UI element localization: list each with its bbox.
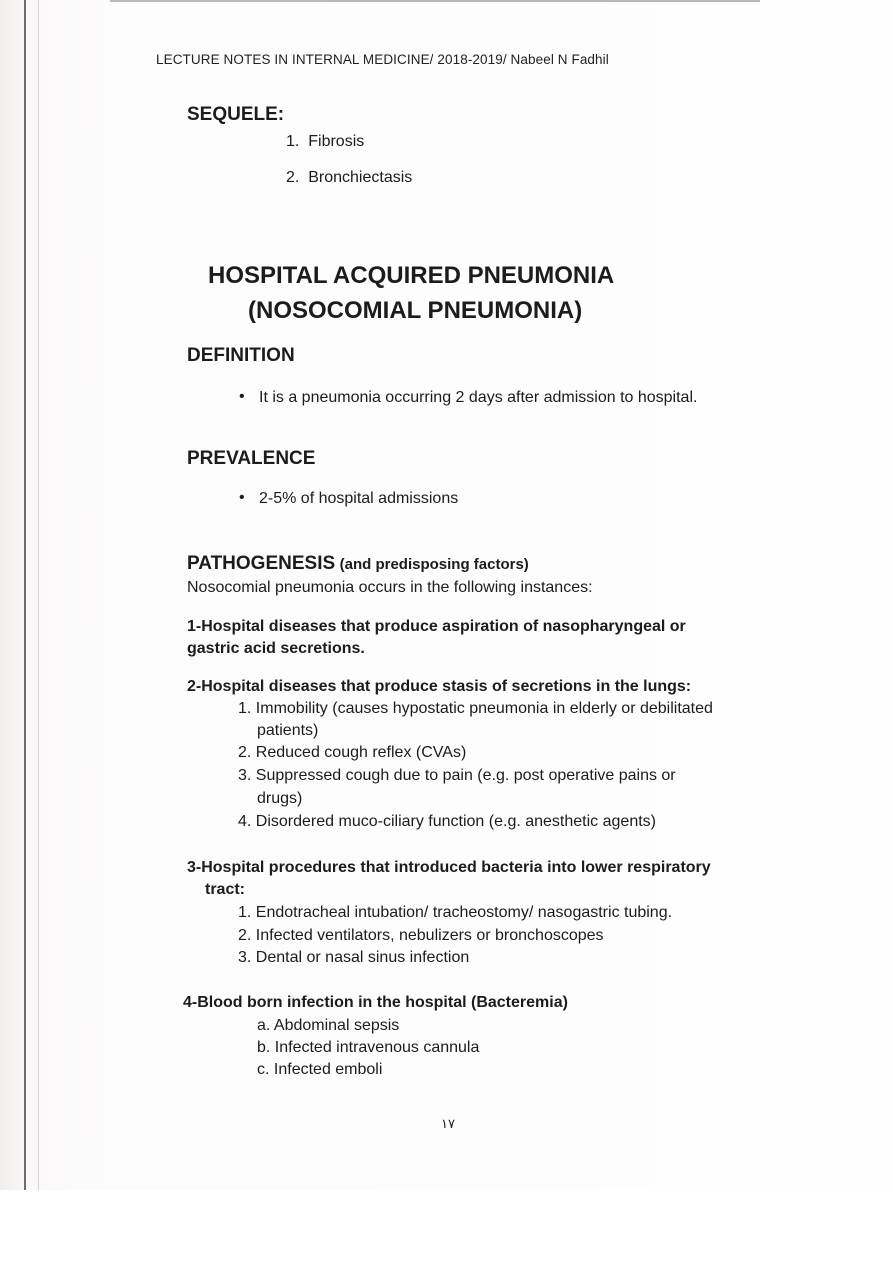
item-number: 2. bbox=[286, 169, 300, 186]
group3-line1: 3-Hospital procedures that introduced bacteria into lower respiratory bbox=[187, 859, 711, 876]
group2-item bbox=[238, 744, 466, 762]
group3-item bbox=[238, 927, 604, 945]
group2-item bbox=[238, 813, 656, 831]
item-text: Dental or nasal sinus infection bbox=[255, 949, 470, 966]
item-text: Infected ventilators, nebulizers or bronchoscopes bbox=[255, 927, 604, 944]
item-text: Reduced cough reflex (CVAs) bbox=[255, 744, 467, 761]
group4-item bbox=[257, 1061, 382, 1079]
book-spine-shadow bbox=[24, 0, 26, 1190]
pathogenesis-title: PATHOGENESIS bbox=[187, 553, 336, 574]
item-text: Suppressed cough due to pain (e.g. post operative pains or bbox=[255, 767, 676, 784]
item-number: 3. bbox=[238, 767, 252, 784]
page-number: ١٧ bbox=[441, 1116, 455, 1131]
item-text: Fibrosis bbox=[308, 133, 365, 150]
group3-line2: tract: bbox=[205, 881, 246, 898]
group1-line1: 1-Hospital diseases that produce aspiration of nasopharyngeal or bbox=[187, 618, 686, 635]
item-text: Infected intravenous cannula bbox=[274, 1039, 480, 1056]
item-letter: a. bbox=[257, 1017, 271, 1034]
group2-item bbox=[238, 767, 676, 785]
definition-bullet: • It is a pneumonia occurring 2 days after admission to hospital. bbox=[259, 389, 697, 407]
running-header: LECTURE NOTES IN INTERNAL MEDICINE/ 2018-2019/ Nabeel N Fadhil bbox=[156, 52, 609, 67]
item-text: Bronchiectasis bbox=[308, 169, 413, 186]
definition-heading: DEFINITION bbox=[187, 345, 295, 366]
group2-item-continuation: patients) bbox=[257, 722, 319, 739]
scan-top-edge bbox=[110, 0, 760, 2]
scan-margin-bottom bbox=[0, 1190, 893, 1263]
item-text: Abdominal sepsis bbox=[273, 1017, 400, 1034]
group4-item bbox=[257, 1039, 479, 1057]
item-number: 3. bbox=[238, 949, 252, 966]
item-text: Disordered muco-ciliary function (e.g. anesthetic agents) bbox=[255, 813, 656, 830]
prevalence-bullet: • 2-5% of hospital admissions bbox=[259, 490, 458, 508]
group3-item bbox=[238, 949, 469, 967]
book-spine-line bbox=[38, 0, 39, 1190]
prevalence-heading: PREVALENCE bbox=[187, 448, 316, 469]
item-number: 2. bbox=[238, 744, 252, 761]
sequele-item bbox=[286, 133, 364, 151]
item-number: 4. bbox=[238, 813, 252, 830]
sequele-item bbox=[286, 169, 412, 187]
item-letter: c. bbox=[257, 1061, 270, 1078]
group4-heading: 4-Blood born infection in the hospital (Bacteremia) bbox=[183, 994, 568, 1011]
group1-line2: gastric acid secretions. bbox=[187, 640, 365, 657]
group3-item bbox=[238, 904, 672, 922]
pathogenesis-subtitle: (and predisposing factors) bbox=[339, 556, 529, 573]
page-title-line2: (NOSOCOMIAL PNEUMONIA) bbox=[248, 297, 583, 324]
pathogenesis-heading bbox=[187, 553, 529, 575]
group2-item bbox=[238, 700, 713, 718]
item-number: 1. bbox=[238, 700, 252, 717]
item-text: Endotracheal intubation/ tracheostomy/ nasogastric tubing. bbox=[255, 904, 673, 921]
group2-item-continuation: drugs) bbox=[257, 790, 303, 807]
item-number: 1. bbox=[238, 904, 252, 921]
item-number: 1. bbox=[286, 133, 300, 150]
item-number: 2. bbox=[238, 927, 252, 944]
sequele-heading: SEQUELE: bbox=[187, 104, 285, 125]
item-text: Infected emboli bbox=[273, 1061, 383, 1078]
group2-heading: 2-Hospital diseases that produce stasis of secretions in the lungs: bbox=[187, 678, 692, 695]
page-title-line1: HOSPITAL ACQUIRED PNEUMONIA bbox=[208, 262, 615, 289]
item-text: Immobility (causes hypostatic pneumonia in elderly or debilitated bbox=[255, 700, 713, 717]
item-letter: b. bbox=[257, 1039, 271, 1056]
pathogenesis-intro: Nosocomial pneumonia occurs in the following instances: bbox=[187, 579, 593, 596]
group4-item bbox=[257, 1017, 399, 1035]
